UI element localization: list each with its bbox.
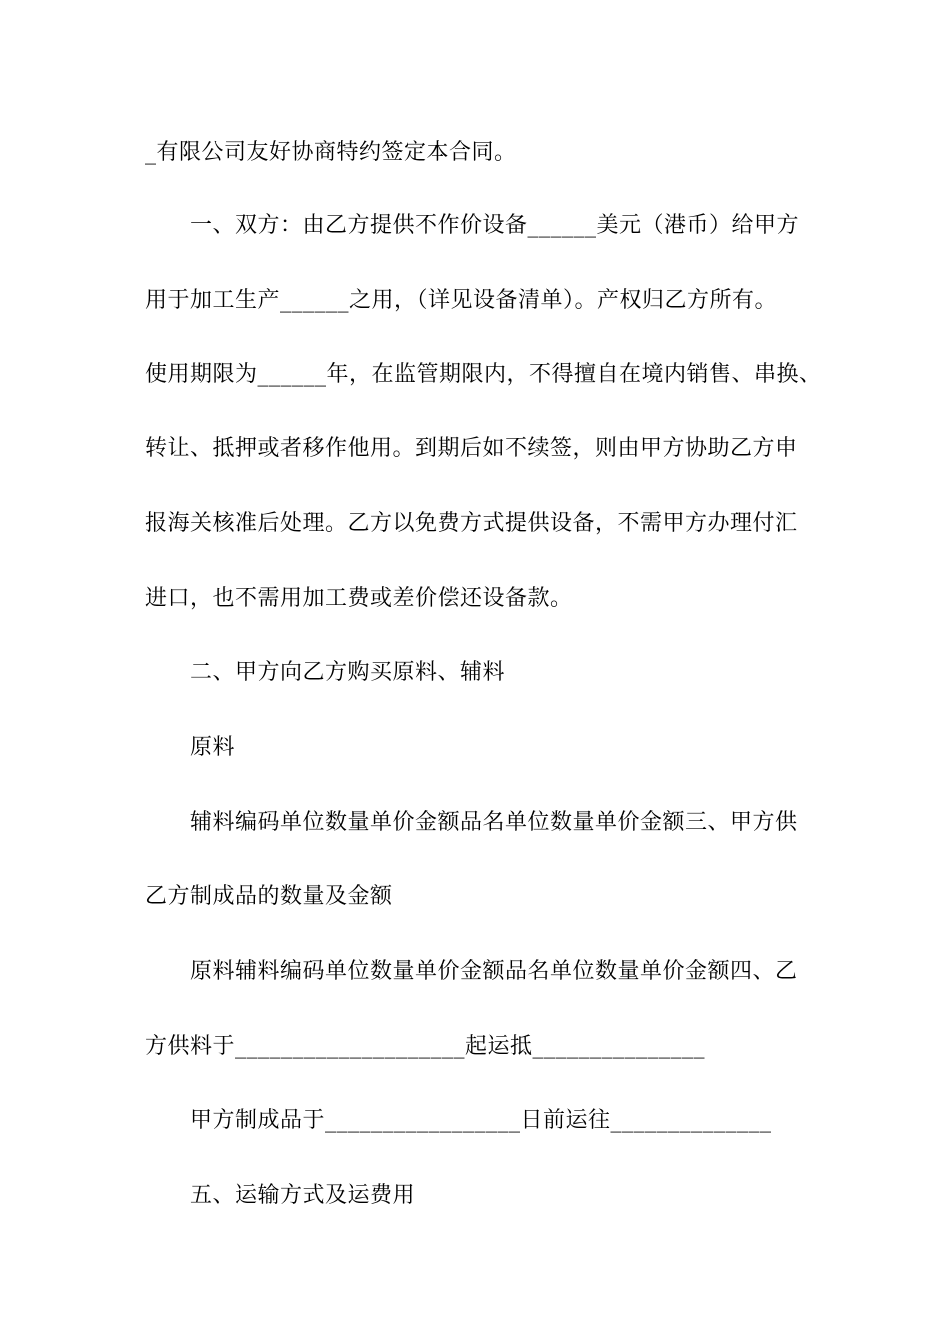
text-line-14: 甲方制成品于_________________日前运往______________: [190, 1108, 772, 1133]
text-line-9: 原料: [190, 735, 236, 760]
text-line-13: 方供料于____________________起运抵_______________: [145, 1034, 706, 1059]
text-line-5: 转让、抵押或者移作他用。到期后如不续签，则由甲方协助乙方申: [145, 436, 798, 461]
text-line-15: 五、运输方式及运费用: [190, 1183, 416, 1208]
text-line-10: 辅料编码单位数量单价金额品名单位数量单价金额三、甲方供: [190, 810, 798, 835]
text-line-7: 进口，也不需用加工费或差价偿还设备款。: [145, 586, 573, 611]
text-line-4: 使用期限为______年，在监管期限内，不得擅自在境内销售、串换、: [145, 362, 822, 387]
text-line-8: 二、甲方向乙方购买原料、辅料: [190, 660, 506, 685]
text-line-3: 用于加工生产______之用，（详见设备清单）。产权归乙方所有。: [145, 288, 778, 313]
text-line-6: 报海关核准后处理。乙方以免费方式提供设备，不需甲方办理付汇: [145, 511, 798, 536]
text-line-11: 乙方制成品的数量及金额: [145, 884, 393, 909]
text-line-12: 原料辅料编码单位数量单价金额品名单位数量单价金额四、乙: [190, 959, 798, 984]
text-line-1: _有限公司友好协商特约签定本合同。: [145, 140, 517, 165]
text-line-2: 一、双方：由乙方提供不作价设备______美元（港币）给甲方: [190, 213, 800, 238]
